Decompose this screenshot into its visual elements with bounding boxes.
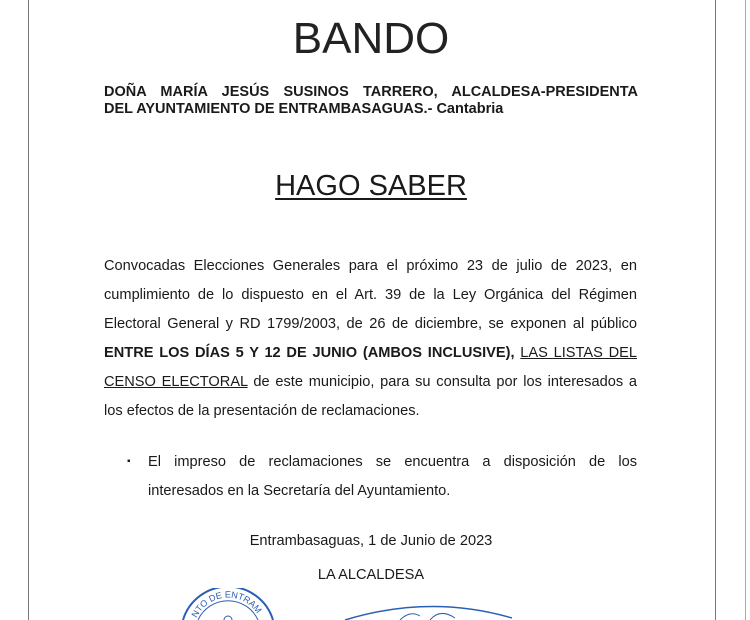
signature-icon [340, 600, 520, 620]
subtitle [0, 170, 742, 203]
body-line: Convocadas Elecciones Generales para el próximo 23 de julio de 2023, en [104, 258, 637, 274]
municipal-seal-icon [176, 588, 280, 620]
census-lists: LAS LISTAS DEL [520, 345, 637, 361]
signatory: LA ALCALDESA [317, 567, 425, 583]
body-text: de este municipio, para su consulta por los interesados a [253, 374, 637, 390]
bullet-icon: ▪ [127, 456, 131, 467]
bullet-line: El impreso de reclamaciones se encuentra a disposición de los [148, 454, 637, 470]
body-line [104, 345, 637, 361]
census-lists-cont: CENSO ELECTORAL [104, 374, 248, 390]
body-line: cumplimiento de lo dispuesto en el Art. 39 de la Ley Orgánica del Régimen [104, 287, 637, 303]
issuer-line-2: DEL AYUNTAMIENTO DE ENTRAMBASAGUAS.- Cantabria [104, 101, 504, 117]
body-line: los efectos de la presentación de reclamaciones. [104, 403, 420, 419]
svg-text:NTO DE ENTRAM: NTO DE ENTRAM [189, 589, 264, 620]
exposure-dates: ENTRE LOS DÍAS 5 Y 12 DE JUNIO (AMBOS INCLUSIVE), [104, 345, 515, 361]
document-title: BANDO [292, 14, 450, 63]
page-left-edge [28, 0, 29, 620]
page-right-edge [715, 0, 716, 620]
issuer-line-1: DOÑA MARÍA JESÚS SUSINOS TARRERO, ALCALDESA-PRESIDENTA [104, 84, 638, 100]
scan-edge [745, 0, 746, 620]
date-line: Entrambasaguas, 1 de Junio de 2023 [249, 533, 493, 549]
subtitle-text: HAGO SABER [275, 170, 467, 202]
body-line [104, 374, 637, 390]
bullet-line: interesados en la Secretaría del Ayuntamiento. [148, 483, 451, 499]
body-line: Electoral General y RD 1799/2003, de 26 de diciembre, se exponen al público [104, 316, 637, 332]
issuer-heading [104, 84, 638, 118]
